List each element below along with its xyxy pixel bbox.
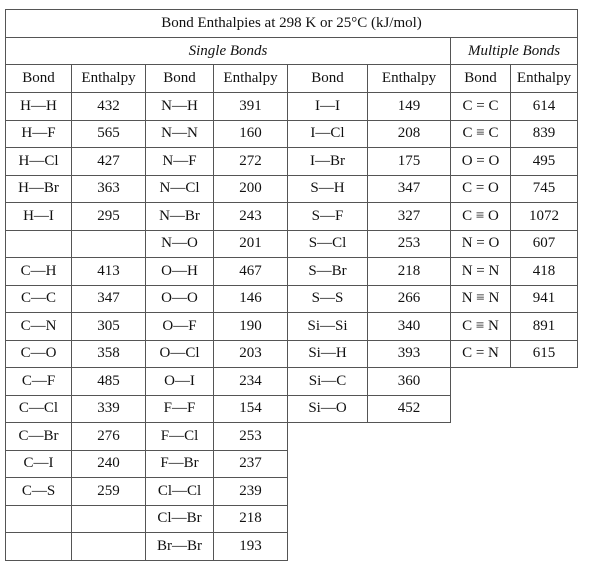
bond-cell: [288, 450, 368, 478]
bond-cell: O—F: [146, 313, 214, 341]
enthalpy-cell: [511, 505, 578, 533]
enthalpy-cell: [511, 450, 578, 478]
table-row: [6, 93, 578, 121]
enthalpy-cell: 432: [72, 93, 146, 121]
bond-cell: C = O: [451, 175, 511, 203]
enthalpy-cell: [511, 533, 578, 561]
enthalpy-cell: 363: [72, 175, 146, 203]
enthalpy-cell: [72, 533, 146, 561]
enthalpy-cell: 203: [214, 340, 288, 368]
table-row: [6, 505, 578, 533]
enthalpy-cell: [511, 368, 578, 396]
bond-cell: C—S: [6, 478, 72, 506]
enthalpy-cell: 234: [214, 368, 288, 396]
enthalpy-cell: 154: [214, 395, 288, 423]
table-row: [6, 450, 578, 478]
table-row: [6, 368, 578, 396]
bond-cell: I—I: [288, 93, 368, 121]
enthalpy-cell: 200: [214, 175, 288, 203]
enthalpy-cell: [511, 478, 578, 506]
enthalpy-cell: [511, 423, 578, 451]
bond-cell: [6, 505, 72, 533]
table-row: [6, 230, 578, 258]
bond-cell: [451, 505, 511, 533]
enthalpy-cell: [368, 423, 451, 451]
enthalpy-cell: 1072: [511, 203, 578, 231]
bond-cell: H—F: [6, 120, 72, 148]
enthalpy-cell: 339: [72, 395, 146, 423]
bond-cell: [451, 478, 511, 506]
bond-cell: N—Cl: [146, 175, 214, 203]
enthalpy-cell: 452: [368, 395, 451, 423]
table-row: [6, 203, 578, 231]
enthalpy-cell: 175: [368, 148, 451, 176]
bond-cell: S—Cl: [288, 230, 368, 258]
bond-cell: [6, 533, 72, 561]
enthalpy-cell: 218: [368, 258, 451, 286]
bond-cell: N—Br: [146, 203, 214, 231]
bond-cell: S—S: [288, 285, 368, 313]
bond-cell: S—F: [288, 203, 368, 231]
bond-cell: Si—H: [288, 340, 368, 368]
enthalpy-cell: 218: [214, 505, 288, 533]
enthalpy-cell: 190: [214, 313, 288, 341]
enthalpy-cell: 305: [72, 313, 146, 341]
bond-cell: C—F: [6, 368, 72, 396]
bond-cell: N = O: [451, 230, 511, 258]
bond-cell: [288, 533, 368, 561]
enthalpy-cell: 941: [511, 285, 578, 313]
table-row: [6, 478, 578, 506]
enthalpy-cell: 485: [72, 368, 146, 396]
column-header: Bond: [288, 65, 368, 93]
bond-cell: [288, 423, 368, 451]
bond-cell: [288, 478, 368, 506]
enthalpy-cell: 160: [214, 120, 288, 148]
bond-cell: H—H: [6, 93, 72, 121]
enthalpy-cell: [368, 533, 451, 561]
bond-cell: H—I: [6, 203, 72, 231]
bond-cell: C = N: [451, 340, 511, 368]
table-row: [6, 148, 578, 176]
enthalpy-cell: 607: [511, 230, 578, 258]
column-header: Enthalpy: [368, 65, 451, 93]
bond-cell: C—C: [6, 285, 72, 313]
enthalpy-cell: 347: [368, 175, 451, 203]
enthalpy-cell: 495: [511, 148, 578, 176]
bond-cell: [451, 368, 511, 396]
enthalpy-cell: 393: [368, 340, 451, 368]
enthalpy-cell: 201: [214, 230, 288, 258]
bond-cell: F—F: [146, 395, 214, 423]
column-header: Enthalpy: [72, 65, 146, 93]
bond-cell: H—Cl: [6, 148, 72, 176]
enthalpy-cell: 418: [511, 258, 578, 286]
table-row: [6, 533, 578, 561]
bond-cell: Cl—Cl: [146, 478, 214, 506]
enthalpy-cell: 614: [511, 93, 578, 121]
table-row: [6, 258, 578, 286]
table-row: [6, 175, 578, 203]
bond-cell: O—H: [146, 258, 214, 286]
bond-cell: [451, 395, 511, 423]
enthalpy-cell: 360: [368, 368, 451, 396]
bond-cell: Si—Si: [288, 313, 368, 341]
enthalpy-cell: 239: [214, 478, 288, 506]
bond-cell: F—Cl: [146, 423, 214, 451]
enthalpy-cell: 391: [214, 93, 288, 121]
bond-cell: O—O: [146, 285, 214, 313]
enthalpy-cell: [368, 478, 451, 506]
table-row: [6, 285, 578, 313]
table-row: [6, 120, 578, 148]
bond-cell: C ≡ O: [451, 203, 511, 231]
enthalpy-cell: 266: [368, 285, 451, 313]
bond-cell: N—N: [146, 120, 214, 148]
bond-cell: C—Br: [6, 423, 72, 451]
bond-cell: O—Cl: [146, 340, 214, 368]
enthalpy-cell: 327: [368, 203, 451, 231]
bond-cell: H—Br: [6, 175, 72, 203]
table-row: [6, 423, 578, 451]
enthalpy-cell: 358: [72, 340, 146, 368]
enthalpy-cell: 259: [72, 478, 146, 506]
bond-cell: [288, 505, 368, 533]
enthalpy-cell: [368, 505, 451, 533]
bond-cell: N—O: [146, 230, 214, 258]
bond-cell: Cl—Br: [146, 505, 214, 533]
enthalpy-cell: 276: [72, 423, 146, 451]
bond-cell: F—Br: [146, 450, 214, 478]
column-header: Enthalpy: [511, 65, 578, 93]
enthalpy-cell: 295: [72, 203, 146, 231]
bond-cell: C—O: [6, 340, 72, 368]
column-header: Bond: [451, 65, 511, 93]
enthalpy-cell: 615: [511, 340, 578, 368]
enthalpy-cell: 240: [72, 450, 146, 478]
enthalpy-cell: 253: [368, 230, 451, 258]
bond-cell: Br—Br: [146, 533, 214, 561]
group-header-single-bonds: Single Bonds: [6, 38, 451, 65]
group-header-multiple-bonds: Multiple Bonds: [451, 38, 578, 65]
bond-cell: C = C: [451, 93, 511, 121]
bond-cell: N—H: [146, 93, 214, 121]
bond-cell: [6, 230, 72, 258]
enthalpy-cell: 243: [214, 203, 288, 231]
enthalpy-cell: 149: [368, 93, 451, 121]
enthalpy-cell: 272: [214, 148, 288, 176]
bond-cell: O—I: [146, 368, 214, 396]
bond-cell: S—Br: [288, 258, 368, 286]
table-row: [6, 395, 578, 423]
enthalpy-cell: 340: [368, 313, 451, 341]
bond-cell: I—Br: [288, 148, 368, 176]
enthalpy-cell: 839: [511, 120, 578, 148]
bond-cell: Si—C: [288, 368, 368, 396]
enthalpy-cell: 891: [511, 313, 578, 341]
enthalpy-cell: 565: [72, 120, 146, 148]
bond-cell: [451, 423, 511, 451]
bond-cell: C—H: [6, 258, 72, 286]
bond-cell: [451, 533, 511, 561]
enthalpy-cell: 427: [72, 148, 146, 176]
enthalpy-cell: [368, 450, 451, 478]
column-header-row: [6, 65, 578, 93]
bond-cell: C—N: [6, 313, 72, 341]
enthalpy-cell: 253: [214, 423, 288, 451]
bond-cell: N = N: [451, 258, 511, 286]
bond-cell: I—Cl: [288, 120, 368, 148]
enthalpy-cell: 193: [214, 533, 288, 561]
enthalpy-cell: 413: [72, 258, 146, 286]
enthalpy-cell: 347: [72, 285, 146, 313]
bond-enthalpy-table: [5, 9, 578, 561]
column-header: Bond: [6, 65, 72, 93]
bond-cell: C—I: [6, 450, 72, 478]
enthalpy-cell: 146: [214, 285, 288, 313]
column-header: Bond: [146, 65, 214, 93]
enthalpy-cell: [72, 230, 146, 258]
enthalpy-cell: [511, 395, 578, 423]
column-header: Enthalpy: [214, 65, 288, 93]
bond-cell: N—F: [146, 148, 214, 176]
enthalpy-cell: 467: [214, 258, 288, 286]
enthalpy-cell: [72, 505, 146, 533]
enthalpy-cell: 745: [511, 175, 578, 203]
bond-cell: C ≡ N: [451, 313, 511, 341]
table-title: Bond Enthalpies at 298 K or 25°C (kJ/mol): [6, 10, 578, 38]
table-row: [6, 313, 578, 341]
bond-cell: [451, 450, 511, 478]
table-row: [6, 340, 578, 368]
bond-cell: S—H: [288, 175, 368, 203]
bond-cell: C—Cl: [6, 395, 72, 423]
enthalpy-cell: 237: [214, 450, 288, 478]
bond-cell: C ≡ C: [451, 120, 511, 148]
bond-cell: N ≡ N: [451, 285, 511, 313]
enthalpy-cell: 208: [368, 120, 451, 148]
bond-cell: Si—O: [288, 395, 368, 423]
bond-cell: O = O: [451, 148, 511, 176]
